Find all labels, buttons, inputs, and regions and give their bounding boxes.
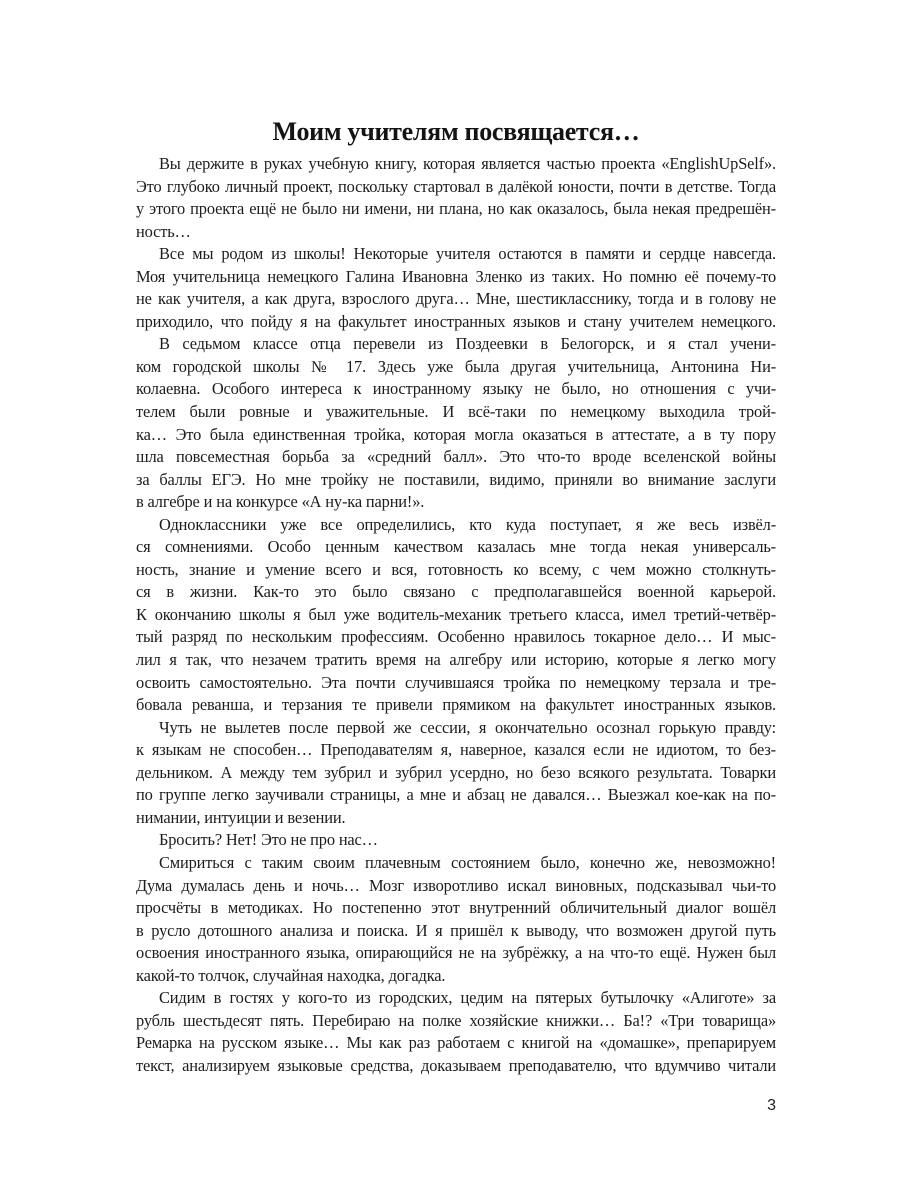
text-line: за баллы ЕГЭ. Но мне тройку не поставили, видимо, приняли во внимание заслуги	[136, 469, 776, 489]
text-line: по группе легко заучивали страницы, а мне и абзац не давался… Выезжал кое-как на по-	[136, 785, 776, 805]
text-line: Моя учительница немецкого Галина Ивановна Зленко из таких. Но помню её почему-то	[136, 266, 776, 286]
body-text	[136, 153, 776, 1077]
text-line: к языкам не способен… Преподавателям я, наверное, казался если не идиотом, то без-	[136, 740, 776, 760]
paragraph	[136, 333, 776, 513]
text-line: Дума думалась день и ночь… Мозг изворотливо искал виновных, подсказывал чьи-то	[136, 875, 776, 895]
text-line: К окончанию школы я был уже водитель-механик третьего класса, имел третий-четвёр-	[136, 604, 776, 624]
text-line: освоить самостоятельно. Эта почти случившаяся тройка по немецкому терзала и тре-	[136, 672, 776, 692]
text-line: Все мы родом из школы! Некоторые учителя остаются в памяти и сердце навсегда.	[159, 244, 776, 264]
paragraph	[136, 243, 776, 333]
text-line: у этого проекта ещё не было ни имени, ни плана, но как оказалось, была некая предрешён-	[136, 199, 776, 219]
text-line: В седьмом классе отца перевели из Поздеевки в Белогорск, и я стал учени-	[159, 334, 776, 354]
text-line: в алгебре и на конкурсе «А ну-ка парни!».	[136, 492, 425, 512]
page-number: 3	[767, 1097, 776, 1114]
text-line: в русло дотошного анализа и поиска. И я пришёл к выводу, что возможен другой путь	[136, 920, 776, 940]
text-line: текст, анализируем языковые средства, доказываем преподавателю, что вдумчиво читали	[136, 1055, 776, 1075]
text-line: ка… Это была единственная тройка, которая могла оказаться в аттестате, а в ту пору	[136, 424, 776, 444]
text-line: Бросить? Нет! Это не про нас…	[159, 830, 378, 850]
text-line: тый разряд по нескольким профессиям. Особенно нравилось токарное дело… И мыс-	[136, 627, 776, 647]
paragraph	[136, 514, 776, 717]
paragraph	[136, 717, 776, 830]
text-line: Смириться с таким своим плачевным состоянием было, конечно же, невозможно!	[159, 852, 776, 872]
text-line: ком городской школы № 17. Здесь уже была другая учительница, Антонина Ни-	[136, 356, 776, 376]
text-line: не как учителя, а как друга, взрослого друга… Мне, шестикласснику, тогда и в голову не	[136, 289, 776, 309]
text-line: бовала реванша, и терзания те привели прямиком на факультет иностранных языков.	[136, 695, 776, 715]
text-line: Ремарка на русском языке… Мы как раз работаем с книгой на «домашке», препарируем	[136, 1033, 776, 1053]
text-line: рубль шестьдесят пять. Перебираю на полке хозяйские книжки… Ба!? «Три товарища»	[136, 1010, 776, 1030]
text-line: ность, знание и умение всего и вся, готовность ко всему, с чем можно столкнуть-	[136, 559, 776, 579]
text-line: Вы держите в руках учебную книгу, которая является частью проекта «EnglishUpSelf».	[159, 154, 776, 173]
text-line: телем были ровные и уважительные. И всё-таки по немецкому выходила трой-	[136, 402, 776, 422]
text-line: нимании, интуиции и везении.	[136, 807, 346, 827]
text-line: Сидим в гостях у кого-то из городских, цедим на пятерых бутылочку «Алиготе» за	[159, 988, 776, 1008]
page-title: Моим учителям посвящается…	[272, 117, 640, 146]
paragraph	[136, 829, 776, 852]
text-line: приходило, что пойду я на факультет иностранных языков и стану учителем немецкого.	[136, 311, 776, 331]
text-line: какой-то толчок, случайная находка, догадка.	[136, 965, 446, 985]
text-line: ся в жизни. Как-то это было связано с предполагавшейся военной карьерой.	[136, 582, 776, 602]
paragraph	[136, 153, 776, 243]
text-line: Одноклассники уже все определились, кто куда поступает, я же весь извёл-	[159, 514, 776, 534]
text-line: освоения иностранного языка, опирающийся не на зубрёжку, а на что-то ещё. Нужен был	[136, 943, 776, 963]
text-line: просчёты в методиках. Но постепенно этот внутренний обличительный диалог вошёл	[136, 898, 776, 918]
text-line: Это глубоко личный проект, поскольку стартовал в далёкой юности, почти в детстве. Тогда	[136, 176, 776, 196]
paragraph	[136, 852, 776, 987]
text-line: ность…	[136, 221, 191, 241]
text-line: ся сомнениями. Особо ценным качеством казалась мне тогда некая универсаль-	[136, 537, 776, 557]
text-line: шла повсеместная борьба за «средний балл». Это что-то вроде вселенской войны	[136, 447, 776, 467]
paragraph	[136, 987, 776, 1077]
text-line: колаевна. Особого интереса к иностранному языку не было, но отношения с учи-	[136, 379, 776, 399]
text-line: лил я так, что незачем тратить время на алгебру или историю, которые я легко могу	[136, 650, 776, 670]
text-line: Чуть не вылетев после первой же сессии, я окончательно осознал горькую правду:	[159, 717, 776, 737]
text-line: дельником. А между тем зубрил и зубрил усердно, но безо всякого результата. Товарки	[136, 762, 776, 782]
